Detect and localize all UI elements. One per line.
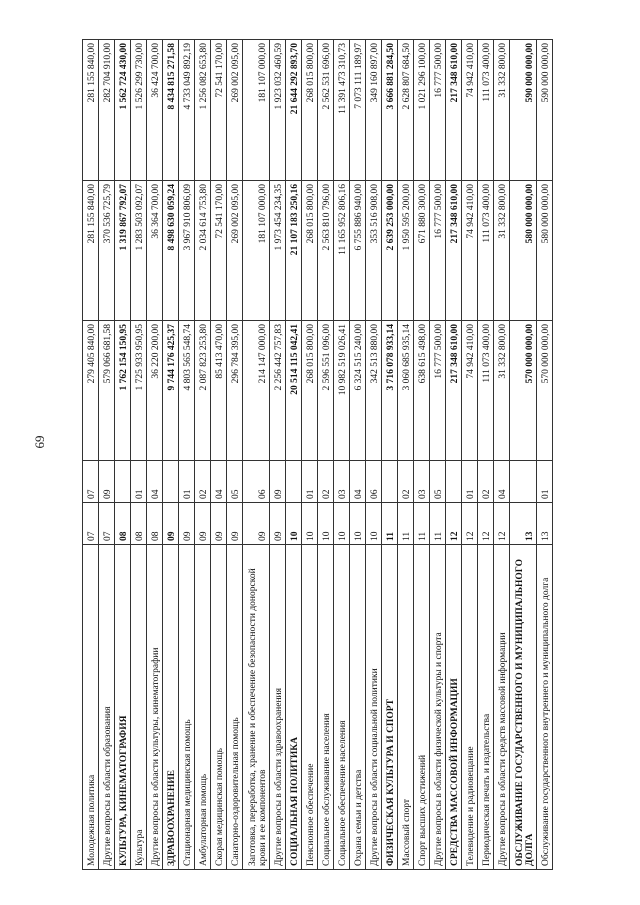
table-row [510, 40, 537, 870]
item-name-cell: Другие вопросы в области социальной политики [366, 545, 382, 870]
table-row [195, 40, 211, 870]
item-name-cell: ФИЗИЧЕСКАЯ КУЛЬТУРА И СПОРТ [382, 545, 398, 870]
amount-col-1-cell: 268 015 800,00 [302, 321, 318, 461]
amount-col-1-cell: 1 725 933 950,95 [131, 321, 147, 461]
amount-col-3-cell: 2 562 531 696,00 [318, 40, 334, 181]
amount-col-1-cell: 342 513 880,00 [366, 321, 382, 461]
amount-col-2-cell: 2 563 810 796,00 [318, 181, 334, 321]
amount-col-2-cell: 31 332 800,00 [494, 181, 510, 321]
amount-col-3-cell: 281 155 840,00 [83, 40, 99, 181]
amount-col-3-cell: 8 434 815 271,58 [163, 40, 179, 181]
section-code-cell: 12 [446, 503, 462, 545]
table-row [350, 40, 366, 870]
amount-col-1-cell: 4 803 565 548,74 [179, 321, 195, 461]
amount-col-3-cell: 590 000 000,00 [510, 40, 537, 181]
amount-col-3-cell: 7 073 111 189,97 [350, 40, 366, 181]
amount-col-1-cell: 6 324 515 240,00 [350, 321, 366, 461]
section-code-cell: 08 [115, 503, 131, 545]
subsection-code-cell [115, 461, 131, 503]
amount-col-3-cell: 4 733 049 892,19 [179, 40, 195, 181]
budget-table [82, 39, 553, 870]
table-row [382, 40, 398, 870]
section-code-cell: 10 [334, 503, 350, 545]
item-name-cell: Заготовка, переработка, хранение и обеспечение безопасности донорской крови и ее компонентов [243, 545, 270, 870]
amount-col-3-cell: 21 644 292 893,70 [286, 40, 302, 181]
amount-col-3-cell: 2 628 807 684,50 [398, 40, 414, 181]
amount-col-3-cell: 217 348 610,00 [446, 40, 462, 181]
subsection-code-cell: 01 [179, 461, 195, 503]
item-name-cell: Санаторно-оздоровительная помощь [227, 545, 243, 870]
section-code-cell: 10 [302, 503, 318, 545]
amount-col-1-cell: 3 716 078 933,14 [382, 321, 398, 461]
table-row [318, 40, 334, 870]
table-row [537, 40, 553, 870]
amount-col-1-cell: 16 777 500,00 [430, 321, 446, 461]
table-row [227, 40, 243, 870]
amount-col-2-cell: 8 498 630 059,24 [163, 181, 179, 321]
amount-col-1-cell: 279 405 840,00 [83, 321, 99, 461]
amount-col-3-cell: 31 332 800,00 [494, 40, 510, 181]
subsection-code-cell: 02 [398, 461, 414, 503]
item-name-cell: СОЦИАЛЬНАЯ ПОЛИТИКА [286, 545, 302, 870]
item-name-cell: Периодическая печать и издательства [478, 545, 494, 870]
amount-col-2-cell: 580 000 000,00 [510, 181, 537, 321]
amount-col-2-cell: 6 755 886 940,00 [350, 181, 366, 321]
amount-col-3-cell: 1 526 299 730,00 [131, 40, 147, 181]
amount-col-3-cell: 349 160 897,00 [366, 40, 382, 181]
subsection-code-cell: 06 [243, 461, 270, 503]
section-code-cell: 11 [414, 503, 430, 545]
amount-col-2-cell: 353 516 908,00 [366, 181, 382, 321]
item-name-cell: Другие вопросы в области физической культуры и спорта [430, 545, 446, 870]
amount-col-3-cell: 282 704 910,00 [99, 40, 115, 181]
amount-col-2-cell: 268 015 800,00 [302, 181, 318, 321]
amount-col-2-cell: 111 073 400,00 [478, 181, 494, 321]
item-name-cell: Обслуживание государственного внутреннего и муниципального долга [537, 545, 553, 870]
item-name-cell: Скорая медицинская помощь [211, 545, 227, 870]
section-code-cell: 09 [179, 503, 195, 545]
item-name-cell: Телевидение и радиовещание [462, 545, 478, 870]
amount-col-3-cell: 1 562 724 430,00 [115, 40, 131, 181]
section-code-cell: 11 [382, 503, 398, 545]
section-code-cell: 09 [243, 503, 270, 545]
amount-col-3-cell: 36 424 700,00 [147, 40, 163, 181]
table-row [115, 40, 131, 870]
amount-col-2-cell: 1 283 503 092,07 [131, 181, 147, 321]
subsection-code-cell [446, 461, 462, 503]
amount-col-3-cell: 111 073 400,00 [478, 40, 494, 181]
amount-col-2-cell: 2 639 253 000,00 [382, 181, 398, 321]
budget-table-body [83, 40, 553, 870]
amount-col-1-cell: 217 348 610,00 [446, 321, 462, 461]
table-row [211, 40, 227, 870]
item-name-cell: ЗДРАВООХРАНЕНИЕ [163, 545, 179, 870]
table-row [163, 40, 179, 870]
amount-col-1-cell: 111 073 400,00 [478, 321, 494, 461]
subsection-code-cell: 02 [478, 461, 494, 503]
subsection-code-cell: 04 [494, 461, 510, 503]
item-name-cell: Другие вопросы в области здравоохранения [270, 545, 286, 870]
table-row [302, 40, 318, 870]
subsection-code-cell: 07 [83, 461, 99, 503]
amount-col-2-cell: 671 880 300,00 [414, 181, 430, 321]
subsection-code-cell [382, 461, 398, 503]
amount-col-3-cell: 1 256 082 653,80 [195, 40, 211, 181]
subsection-code-cell: 06 [366, 461, 382, 503]
table-row [270, 40, 286, 870]
amount-col-1-cell: 2 087 823 253,80 [195, 321, 211, 461]
table-row [462, 40, 478, 870]
table-row [99, 40, 115, 870]
amount-col-1-cell: 85 413 470,00 [211, 321, 227, 461]
table-row [83, 40, 99, 870]
amount-col-3-cell: 11 391 473 310,73 [334, 40, 350, 181]
subsection-code-cell: 03 [414, 461, 430, 503]
table-row [478, 40, 494, 870]
subsection-code-cell: 01 [131, 461, 147, 503]
item-name-cell: Массовый спорт [398, 545, 414, 870]
amount-col-3-cell: 3 666 881 284,50 [382, 40, 398, 181]
amount-col-2-cell: 3 967 910 806,09 [179, 181, 195, 321]
amount-col-2-cell: 370 536 725,79 [99, 181, 115, 321]
section-code-cell: 12 [494, 503, 510, 545]
amount-col-2-cell: 16 777 500,00 [430, 181, 446, 321]
table-row [147, 40, 163, 870]
amount-col-1-cell: 9 744 176 425,37 [163, 321, 179, 461]
section-code-cell: 11 [398, 503, 414, 545]
amount-col-1-cell: 2 256 442 757,83 [270, 321, 286, 461]
item-name-cell: Молодежная политика [83, 545, 99, 870]
subsection-code-cell: 02 [318, 461, 334, 503]
table-row [494, 40, 510, 870]
amount-col-2-cell: 36 364 700,00 [147, 181, 163, 321]
rotated-page-content [82, 40, 553, 870]
section-code-cell: 08 [147, 503, 163, 545]
item-name-cell: Социальное обеспечение населения [334, 545, 350, 870]
subsection-code-cell: 09 [99, 461, 115, 503]
table-row [334, 40, 350, 870]
table-row [414, 40, 430, 870]
amount-col-3-cell: 269 002 095,00 [227, 40, 243, 181]
section-code-cell: 09 [195, 503, 211, 545]
amount-col-3-cell: 1 923 032 460,59 [270, 40, 286, 181]
amount-col-1-cell: 3 060 685 935,14 [398, 321, 414, 461]
section-code-cell: 07 [83, 503, 99, 545]
section-code-cell: 13 [510, 503, 537, 545]
table-row [131, 40, 147, 870]
item-name-cell: КУЛЬТУРА, КИНЕМАТОГРАФИЯ [115, 545, 131, 870]
table-row [243, 40, 270, 870]
amount-col-2-cell: 1 973 454 234,35 [270, 181, 286, 321]
amount-col-2-cell: 2 034 614 753,80 [195, 181, 211, 321]
item-name-cell: Амбулаторная помощь [195, 545, 211, 870]
amount-col-2-cell: 74 942 410,00 [462, 181, 478, 321]
amount-col-1-cell: 570 000 000,00 [510, 321, 537, 461]
item-name-cell: Стационарная медицинская помощь [179, 545, 195, 870]
amount-col-3-cell: 72 541 170,00 [211, 40, 227, 181]
amount-col-1-cell: 20 514 115 042,41 [286, 321, 302, 461]
section-code-cell: 08 [131, 503, 147, 545]
item-name-cell: ОБСЛУЖИВАНИЕ ГОСУДАРСТВЕННОГО И МУНИЦИПАЛЬНОГО ДОЛГА [510, 545, 537, 870]
amount-col-2-cell: 21 107 183 250,16 [286, 181, 302, 321]
table-row [446, 40, 462, 870]
item-name-cell: Другие вопросы в области образования [99, 545, 115, 870]
subsection-code-cell: 05 [227, 461, 243, 503]
table-row [430, 40, 446, 870]
amount-col-3-cell: 268 015 800,00 [302, 40, 318, 181]
section-code-cell: 10 [366, 503, 382, 545]
subsection-code-cell: 05 [430, 461, 446, 503]
amount-col-2-cell: 11 165 952 806,16 [334, 181, 350, 321]
amount-col-2-cell: 1 950 595 200,00 [398, 181, 414, 321]
amount-col-3-cell: 16 777 500,00 [430, 40, 446, 181]
subsection-code-cell: 03 [334, 461, 350, 503]
section-code-cell: 10 [350, 503, 366, 545]
item-name-cell: Культура [131, 545, 147, 870]
section-code-cell: 13 [537, 503, 553, 545]
section-code-cell: 09 [163, 503, 179, 545]
item-name-cell: Социальное обслуживание населения [318, 545, 334, 870]
subsection-code-cell: 01 [537, 461, 553, 503]
amount-col-1-cell: 296 784 395,00 [227, 321, 243, 461]
table-row [366, 40, 382, 870]
amount-col-2-cell: 1 319 867 792,07 [115, 181, 131, 321]
amount-col-3-cell: 1 021 296 100,00 [414, 40, 430, 181]
subsection-code-cell: 04 [147, 461, 163, 503]
amount-col-3-cell: 74 942 410,00 [462, 40, 478, 181]
amount-col-1-cell: 31 332 800,00 [494, 321, 510, 461]
section-code-cell: 12 [462, 503, 478, 545]
amount-col-2-cell: 181 107 000,00 [243, 181, 270, 321]
subsection-code-cell [163, 461, 179, 503]
amount-col-1-cell: 214 147 000,00 [243, 321, 270, 461]
subsection-code-cell: 04 [211, 461, 227, 503]
amount-col-1-cell: 579 066 681,58 [99, 321, 115, 461]
amount-col-2-cell: 217 348 610,00 [446, 181, 462, 321]
subsection-code-cell: 04 [350, 461, 366, 503]
amount-col-2-cell: 580 000 000,00 [537, 181, 553, 321]
amount-col-1-cell: 74 942 410,00 [462, 321, 478, 461]
section-code-cell: 09 [270, 503, 286, 545]
subsection-code-cell: 09 [270, 461, 286, 503]
subsection-code-cell [286, 461, 302, 503]
amount-col-3-cell: 590 000 000,00 [537, 40, 553, 181]
item-name-cell: Другие вопросы в области средств массовой информации [494, 545, 510, 870]
section-code-cell: 10 [286, 503, 302, 545]
amount-col-2-cell: 269 002 095,00 [227, 181, 243, 321]
item-name-cell: СРЕДСТВА МАССОВОЙ ИНФОРМАЦИИ [446, 545, 462, 870]
section-code-cell: 12 [478, 503, 494, 545]
table-row [398, 40, 414, 870]
item-name-cell: Другие вопросы в области культуры, кинематографии [147, 545, 163, 870]
amount-col-2-cell: 72 541 170,00 [211, 181, 227, 321]
item-name-cell: Спорт высших достижений [414, 545, 430, 870]
amount-col-1-cell: 36 220 200,00 [147, 321, 163, 461]
section-code-cell: 10 [318, 503, 334, 545]
amount-col-1-cell: 2 596 551 096,00 [318, 321, 334, 461]
amount-col-3-cell: 181 107 000,00 [243, 40, 270, 181]
amount-col-1-cell: 1 762 154 150,95 [115, 321, 131, 461]
section-code-cell: 09 [211, 503, 227, 545]
table-row [286, 40, 302, 870]
table-row [179, 40, 195, 870]
item-name-cell: Пенсионное обеспечение [302, 545, 318, 870]
subsection-code-cell: 01 [302, 461, 318, 503]
amount-col-1-cell: 10 982 519 026,41 [334, 321, 350, 461]
subsection-code-cell [510, 461, 537, 503]
amount-col-1-cell: 570 000 000,00 [537, 321, 553, 461]
item-name-cell: Охрана семьи и детства [350, 545, 366, 870]
amount-col-2-cell: 281 155 840,00 [83, 181, 99, 321]
subsection-code-cell: 02 [195, 461, 211, 503]
amount-col-1-cell: 638 615 498,00 [414, 321, 430, 461]
subsection-code-cell: 01 [462, 461, 478, 503]
section-code-cell: 11 [430, 503, 446, 545]
section-code-cell: 07 [99, 503, 115, 545]
page-number: 69 [32, 435, 47, 449]
section-code-cell: 09 [227, 503, 243, 545]
